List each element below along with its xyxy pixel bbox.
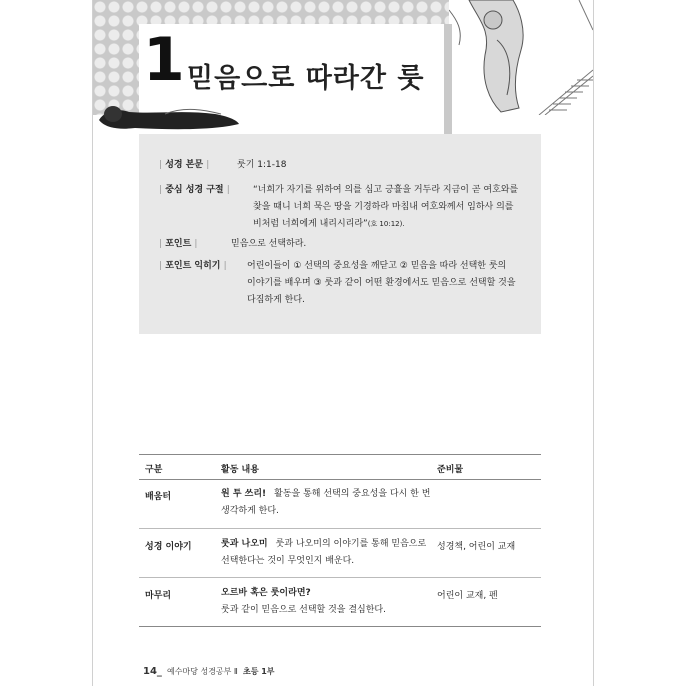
column-header: 활동 내용	[221, 465, 259, 475]
materials-cell: 어린이 교재, 펜	[437, 591, 498, 601]
column-header: 준비물	[437, 465, 464, 475]
activity-title: 룻과 나오미	[221, 539, 268, 549]
activity-title: 원 투 쓰리!	[221, 489, 267, 499]
info-label: 성경 본문	[165, 160, 204, 170]
materials-cell: 성경책, 어린이 교재	[437, 542, 516, 552]
info-value: 믿음으로 선택하라.	[231, 239, 307, 249]
info-value: 어린이들이 ① 선택의 중요성을 깨닫고 ② 믿음을 따라 선택한 룻의 이야기를 배우며 ③ 룻과 같이 어떤 환경에서도 믿음으로 선택할 것을 다짐하게 한다.	[247, 261, 516, 305]
activity-cell	[221, 536, 431, 570]
section-cell: 성경 이야기	[145, 542, 192, 552]
activity-cell	[221, 486, 431, 520]
info-value: 룻기 1:1-18	[237, 160, 287, 170]
info-value: “너희가 자기를 위하여 의를 심고 긍휼을 거두라 지금이 곧 여호와를 찾을 때니 너희 묵은 땅을 기경하라 마침내 여호와께서 임하사 의를 비처럼 너희에게 내리시리라”(호 10:12).	[253, 185, 519, 229]
page	[92, 0, 594, 686]
table-header	[139, 454, 541, 480]
table-row	[139, 529, 541, 578]
info-label: 포인트	[165, 239, 192, 249]
lesson-info-panel: | 성경 본문 | 룻기 1:1-18 | 중심 성경 구절 | “너희가 자기를 위하여 의를 심고 긍휼을 거두라 지금이 곧 여호와를 찾을 때니 너희 묵은 땅을 기경하라 마침내 여호와께서 임하사 의를 비처럼 너희에게 내리시리라”(호 10:12). | 포인트 | 믿음으로 선택하라. | 포인트 익히기 | 어린이들이 ① 선택의 중요성을 깨닫고 ② 믿음을 따라 선택한 룻의 이야기를 배우며 ③ 룻과 같이 어떤 환경에서도 믿음으로 선택할 것을 다짐하게 한다.	[139, 134, 541, 334]
info-label: 포인트 익히기	[165, 261, 221, 271]
activity-text: 룻과 나오미의 이야기를 통해 믿음으로 선택한다는 것이 무엇인지 배운다.	[221, 539, 427, 566]
activity-text: 룻과 같이 믿음으로 선택할 것을 결심한다.	[221, 605, 386, 615]
level-label: 초등 1부	[242, 667, 275, 676]
chapter-number: 1	[143, 25, 185, 95]
activity-cell	[221, 585, 431, 619]
lying-figure-illustration	[95, 100, 241, 134]
page-number: 14_	[143, 666, 162, 677]
verse-reference: (호 10:12).	[367, 220, 405, 228]
section-cell: 마무리	[145, 591, 172, 601]
activity-text: 활동을 통해 선택의 중요성을 다시 한 번 생각하게 한다.	[221, 489, 431, 516]
activity-title: 오르바 혹은 룻이라면?	[221, 588, 311, 598]
section-cell: 배움터	[145, 492, 172, 502]
book-title: 예수마당 성경공부 Ⅱ	[167, 667, 238, 676]
ruth-walking-illustration	[449, 0, 593, 115]
info-label: 중심 성경 구절	[165, 185, 224, 195]
page-footer	[143, 666, 275, 677]
chapter-title: 믿음으로 따라간 룻	[187, 63, 425, 94]
table-row	[139, 578, 541, 627]
column-header: 구분	[145, 465, 163, 475]
table-row	[139, 479, 541, 529]
